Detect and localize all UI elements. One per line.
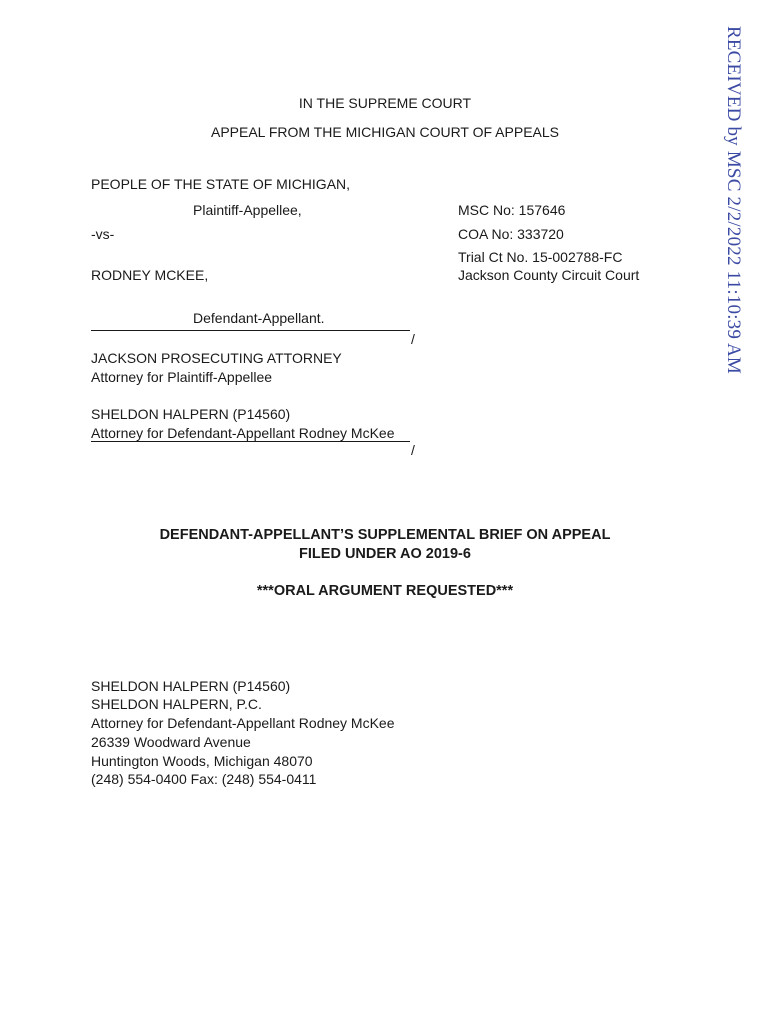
brief-title-line2: FILED UNDER AO 2019-6 [299,546,471,562]
appeal-heading: APPEAL FROM THE MICHIGAN COURT OF APPEALS [210,124,559,140]
caption-slash-bottom: / [411,442,415,458]
plaintiff-counsel-name: JACKSON PROSECUTING ATTORNEY [91,350,342,366]
signature-firm: SHELDON HALPERN, P.C. [91,696,262,712]
signature-name: SHELDON HALPERN (P14560) [91,678,291,694]
brief-title-line1: DEFENDANT-APPELLANT’S SUPPLEMENTAL BRIEF ON APPEAL [159,527,611,543]
coa-number: COA No: 333720 [458,226,564,242]
signature-street: 26339 Woodward Avenue [91,734,251,750]
defendant-counsel-title: Attorney for Defendant-Appellant Rodney McKee [91,425,395,441]
signature-city: Huntington Woods, Michigan 48070 [91,753,313,769]
defendant-name: RODNEY MCKEE, [91,267,209,283]
defendant-counsel-name: SHELDON HALPERN (P14560) [91,406,291,422]
trial-court-name: Jackson County Circuit Court [458,267,640,283]
oral-argument-request: ***ORAL ARGUMENT REQUESTED*** [256,583,514,599]
caption-rule-bottom [91,441,410,442]
trial-court-number: Trial Ct No. 15-002788-FC [458,249,623,265]
msc-number: MSC No: 157646 [458,202,566,218]
plaintiff-counsel-title: Attorney for Plaintiff-Appellee [91,369,273,385]
signature-phone: (248) 554-0400 Fax: (248) 554-0411 [91,771,317,787]
received-stamp: RECEIVED by MSC 2/2/2022 11:10:39 AM [723,26,744,374]
versus-label: -vs- [91,226,115,242]
plaintiff-name: PEOPLE OF THE STATE OF MICHIGAN, [91,176,351,192]
court-heading: IN THE SUPREME COURT [298,95,472,111]
caption-rule-top [91,330,410,331]
caption-slash-top: / [411,331,415,347]
defendant-role: Defendant-Appellant. [193,310,325,326]
signature-role: Attorney for Defendant-Appellant Rodney McKee [91,715,395,731]
plaintiff-role: Plaintiff-Appellee, [193,202,302,218]
